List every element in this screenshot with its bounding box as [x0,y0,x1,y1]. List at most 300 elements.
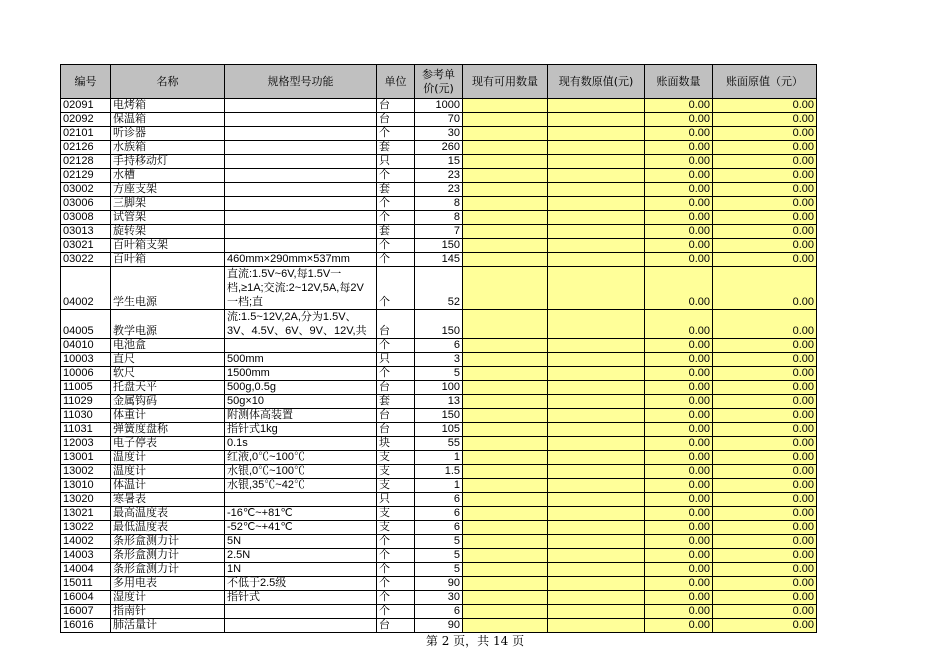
table-row [61,127,817,141]
cell-original-value[interactable] [548,253,645,267]
cell-unit: 台 [377,99,415,113]
cell-original-value[interactable] [548,113,645,127]
cell-available-qty[interactable] [463,99,548,113]
cell-price: 6 [415,507,463,521]
cell-available-qty[interactable] [463,239,548,253]
table-row [61,549,817,563]
table-row [61,479,817,493]
cell-spec [225,339,377,353]
cell-book-value: 0.00 [713,155,817,169]
cell-original-value[interactable] [548,535,645,549]
cell-book-value: 0.00 [713,225,817,239]
cell-spec: 指针式 [225,591,377,605]
cell-unit: 个 [377,253,415,267]
cell-available-qty[interactable] [463,563,548,577]
cell-original-value[interactable] [548,479,645,493]
cell-available-qty[interactable] [463,353,548,367]
cell-original-value[interactable] [548,339,645,353]
table-row [61,211,817,225]
table-row [61,423,817,437]
cell-original-value[interactable] [548,577,645,591]
cell-book-qty: 0.00 [645,563,713,577]
cell-name: 百叶箱 [111,253,225,267]
cell-price: 260 [415,141,463,155]
cell-unit: 台 [377,310,415,339]
cell-name: 温度计 [111,465,225,479]
cell-price: 8 [415,211,463,225]
cell-price: 3 [415,353,463,367]
cell-book-value: 0.00 [713,353,817,367]
cell-spec: 附测体高装置 [225,409,377,423]
cell-code: 13021 [61,507,111,521]
cell-name: 金属钩码 [111,395,225,409]
cell-spec [225,605,377,619]
cell-spec [225,169,377,183]
cell-price: 23 [415,183,463,197]
cell-original-value[interactable] [548,169,645,183]
cell-spec [225,619,377,633]
cell-code: 03022 [61,253,111,267]
cell-book-value: 0.00 [713,211,817,225]
cell-name: 电子停表 [111,437,225,451]
cell-code: 16016 [61,619,111,633]
table-row [61,141,817,155]
cell-original-value[interactable] [548,563,645,577]
cell-code: 11030 [61,409,111,423]
cell-unit: 个 [377,169,415,183]
cell-unit: 支 [377,521,415,535]
cell-unit: 个 [377,549,415,563]
cell-original-value[interactable] [548,465,645,479]
cell-spec: 5N [225,535,377,549]
cell-price: 70 [415,113,463,127]
cell-unit: 台 [377,113,415,127]
cell-available-qty[interactable] [463,535,548,549]
cell-book-value: 0.00 [713,409,817,423]
table-row [61,353,817,367]
cell-original-value[interactable] [548,549,645,563]
cell-unit: 台 [377,619,415,633]
table-row [61,339,817,353]
cell-book-value: 0.00 [713,563,817,577]
cell-name: 最高温度表 [111,507,225,521]
cell-original-value[interactable] [548,310,645,339]
cell-original-value[interactable] [548,99,645,113]
cell-original-value[interactable] [548,155,645,169]
cell-book-qty: 0.00 [645,211,713,225]
cell-original-value[interactable] [548,141,645,155]
cell-code: 11005 [61,381,111,395]
table-row [61,591,817,605]
cell-spec: 直流:1.5V~6V,每1.5V一档,≥1A;交流:2~12V,5A,每2V一档;直 [225,267,377,310]
cell-price: 150 [415,239,463,253]
cell-code: 12003 [61,437,111,451]
cell-book-qty: 0.00 [645,267,713,310]
cell-code: 16004 [61,591,111,605]
cell-book-qty: 0.00 [645,577,713,591]
table-row [61,367,817,381]
cell-price: 52 [415,267,463,310]
cell-original-value[interactable] [548,183,645,197]
cell-unit: 块 [377,437,415,451]
cell-book-value: 0.00 [713,451,817,465]
cell-price: 15 [415,155,463,169]
cell-book-value: 0.00 [713,465,817,479]
header-row [61,65,817,99]
cell-price: 5 [415,563,463,577]
cell-available-qty[interactable] [463,169,548,183]
cell-price: 8 [415,197,463,211]
cell-available-qty[interactable] [463,521,548,535]
cell-book-value: 0.00 [713,423,817,437]
cell-original-value[interactable] [548,127,645,141]
table-row [61,451,817,465]
cell-unit: 只 [377,155,415,169]
cell-available-qty[interactable] [463,549,548,563]
cell-available-qty[interactable] [463,183,548,197]
cell-book-qty: 0.00 [645,310,713,339]
cell-book-value: 0.00 [713,141,817,155]
cell-unit: 台 [377,409,415,423]
cell-available-qty[interactable] [463,605,548,619]
cell-available-qty[interactable] [463,423,548,437]
cell-spec [225,99,377,113]
cell-price: 6 [415,339,463,353]
cell-original-value[interactable] [548,437,645,451]
cell-book-qty: 0.00 [645,479,713,493]
cell-original-value[interactable] [548,507,645,521]
cell-unit: 支 [377,465,415,479]
cell-price: 23 [415,169,463,183]
cell-book-value: 0.00 [713,479,817,493]
cell-original-value[interactable] [548,409,645,423]
cell-spec [225,239,377,253]
cell-spec: 水银,35℃~42℃ [225,479,377,493]
cell-original-value[interactable] [548,493,645,507]
table-row [61,225,817,239]
cell-name: 温度计 [111,451,225,465]
cell-available-qty[interactable] [463,267,548,310]
table-row [61,239,817,253]
cell-book-qty: 0.00 [645,451,713,465]
cell-unit: 支 [377,479,415,493]
cell-available-qty[interactable] [463,451,548,465]
cell-available-qty[interactable] [463,507,548,521]
cell-original-value[interactable] [548,197,645,211]
cell-code: 02129 [61,169,111,183]
cell-original-value[interactable] [548,619,645,633]
header-code: 编号 [61,65,111,99]
cell-unit: 支 [377,507,415,521]
cell-code: 02126 [61,141,111,155]
header-price: 参考单价(元) [415,65,463,99]
cell-book-value: 0.00 [713,591,817,605]
cell-original-value[interactable] [548,395,645,409]
header-spec: 规格型号功能 [225,65,377,99]
cell-code: 03002 [61,183,111,197]
header-original-value: 现有数原值(元) [548,65,645,99]
cell-book-value: 0.00 [713,521,817,535]
cell-spec: 水银,0℃~100℃ [225,465,377,479]
table-row [61,395,817,409]
cell-name: 学生电源 [111,267,225,310]
cell-book-qty: 0.00 [645,605,713,619]
cell-book-qty: 0.00 [645,353,713,367]
cell-book-qty: 0.00 [645,409,713,423]
cell-spec [225,493,377,507]
cell-name: 保温箱 [111,113,225,127]
cell-available-qty[interactable] [463,409,548,423]
cell-code: 03013 [61,225,111,239]
table-row [61,183,817,197]
table-row [61,493,817,507]
cell-book-value: 0.00 [713,253,817,267]
cell-name: 方座支架 [111,183,225,197]
cell-price: 1000 [415,99,463,113]
cell-available-qty[interactable] [463,141,548,155]
table-row [61,507,817,521]
cell-book-value: 0.00 [713,267,817,310]
cell-available-qty[interactable] [463,619,548,633]
cell-available-qty[interactable] [463,395,548,409]
header-book-qty: 账面数量 [645,65,713,99]
cell-spec [225,127,377,141]
cell-unit: 个 [377,563,415,577]
cell-price: 90 [415,619,463,633]
cell-code: 03006 [61,197,111,211]
cell-available-qty[interactable] [463,113,548,127]
cell-book-value: 0.00 [713,169,817,183]
cell-book-value: 0.00 [713,310,817,339]
cell-book-qty: 0.00 [645,381,713,395]
cell-book-value: 0.00 [713,127,817,141]
table-row [61,535,817,549]
cell-name: 条形盒测力计 [111,563,225,577]
cell-unit: 个 [377,367,415,381]
cell-code: 10006 [61,367,111,381]
table-row [61,267,817,310]
cell-name: 条形盒测力计 [111,535,225,549]
cell-original-value[interactable] [548,239,645,253]
cell-name: 软尺 [111,367,225,381]
cell-spec: 指针式1kg [225,423,377,437]
cell-spec: 0.1s [225,437,377,451]
cell-price: 105 [415,423,463,437]
cell-book-value: 0.00 [713,367,817,381]
cell-available-qty[interactable] [463,437,548,451]
cell-code: 15011 [61,577,111,591]
table-row [61,197,817,211]
cell-code: 11031 [61,423,111,437]
table-row [61,169,817,183]
table-row [61,577,817,591]
cell-unit: 个 [377,535,415,549]
cell-price: 6 [415,521,463,535]
cell-price: 145 [415,253,463,267]
cell-spec: 460mm×290mm×537mm [225,253,377,267]
cell-spec: -16℃~+81℃ [225,507,377,521]
cell-available-qty[interactable] [463,493,548,507]
cell-available-qty[interactable] [463,339,548,353]
cell-unit: 个 [377,605,415,619]
cell-available-qty[interactable] [463,367,548,381]
cell-original-value[interactable] [548,423,645,437]
cell-available-qty[interactable] [463,127,548,141]
cell-book-value: 0.00 [713,395,817,409]
cell-original-value[interactable] [548,451,645,465]
cell-spec [225,141,377,155]
cell-name: 肺活量计 [111,619,225,633]
cell-book-qty: 0.00 [645,493,713,507]
cell-book-qty: 0.00 [645,367,713,381]
cell-code: 13022 [61,521,111,535]
cell-available-qty[interactable] [463,253,548,267]
cell-book-qty: 0.00 [645,507,713,521]
cell-price: 7 [415,225,463,239]
cell-book-qty: 0.00 [645,155,713,169]
table-row [61,521,817,535]
header-book-value: 账面原值（元） [713,65,817,99]
cell-unit: 支 [377,451,415,465]
cell-unit: 套 [377,395,415,409]
cell-original-value[interactable] [548,367,645,381]
cell-book-value: 0.00 [713,507,817,521]
cell-unit: 个 [377,577,415,591]
cell-code: 13020 [61,493,111,507]
cell-name: 三脚架 [111,197,225,211]
cell-price: 100 [415,381,463,395]
cell-name: 体温计 [111,479,225,493]
cell-book-value: 0.00 [713,605,817,619]
cell-unit: 个 [377,339,415,353]
cell-code: 13002 [61,465,111,479]
cell-code: 04002 [61,267,111,310]
cell-price: 150 [415,310,463,339]
cell-code: 14004 [61,563,111,577]
cell-name: 托盘天平 [111,381,225,395]
cell-code: 03008 [61,211,111,225]
cell-unit: 个 [377,127,415,141]
cell-spec: -52℃~+41℃ [225,521,377,535]
cell-book-qty: 0.00 [645,225,713,239]
cell-original-value[interactable] [548,605,645,619]
cell-unit: 套 [377,141,415,155]
cell-original-value[interactable] [548,521,645,535]
cell-name: 最低温度表 [111,521,225,535]
cell-original-value[interactable] [548,353,645,367]
page-footer: 第 2 页，共 14 页 [425,634,525,648]
cell-available-qty[interactable] [463,211,548,225]
cell-code: 10003 [61,353,111,367]
cell-name: 教学电源 [111,310,225,339]
table-row [61,381,817,395]
cell-original-value[interactable] [548,381,645,395]
cell-code: 02128 [61,155,111,169]
cell-available-qty[interactable] [463,577,548,591]
cell-spec: 1N [225,563,377,577]
cell-available-qty[interactable] [463,591,548,605]
cell-name: 寒暑表 [111,493,225,507]
cell-name: 水族箱 [111,141,225,155]
table-row [61,155,817,169]
cell-book-value: 0.00 [713,381,817,395]
cell-original-value[interactable] [548,591,645,605]
cell-spec [225,211,377,225]
cell-available-qty[interactable] [463,479,548,493]
cell-book-value: 0.00 [713,183,817,197]
cell-code: 04005 [61,310,111,339]
cell-price: 1 [415,479,463,493]
cell-name: 水槽 [111,169,225,183]
cell-book-value: 0.00 [713,619,817,633]
cell-original-value[interactable] [548,225,645,239]
cell-available-qty[interactable] [463,465,548,479]
cell-book-value: 0.00 [713,437,817,451]
cell-book-value: 0.00 [713,99,817,113]
cell-unit: 个 [377,267,415,310]
cell-spec: 红液,0℃~100℃ [225,451,377,465]
cell-book-qty: 0.00 [645,127,713,141]
cell-code: 11029 [61,395,111,409]
cell-spec: 500mm [225,353,377,367]
cell-code: 13001 [61,451,111,465]
table-row [61,253,817,267]
cell-book-qty: 0.00 [645,549,713,563]
cell-available-qty[interactable] [463,310,548,339]
cell-name: 电池盒 [111,339,225,353]
cell-name: 试管架 [111,211,225,225]
cell-book-qty: 0.00 [645,99,713,113]
cell-price: 5 [415,549,463,563]
cell-book-value: 0.00 [713,577,817,591]
cell-unit: 套 [377,183,415,197]
cell-book-qty: 0.00 [645,339,713,353]
cell-spec: 1500mm [225,367,377,381]
table-row [61,310,817,339]
table-row [61,113,817,127]
cell-book-qty: 0.00 [645,197,713,211]
cell-book-value: 0.00 [713,339,817,353]
cell-price: 6 [415,493,463,507]
cell-available-qty[interactable] [463,225,548,239]
cell-unit: 个 [377,211,415,225]
cell-available-qty[interactable] [463,197,548,211]
cell-name: 听诊器 [111,127,225,141]
cell-available-qty[interactable] [463,381,548,395]
cell-name: 体重计 [111,409,225,423]
cell-original-value[interactable] [548,211,645,225]
cell-spec [225,197,377,211]
table-body [61,99,817,633]
cell-code: 14003 [61,549,111,563]
table-row [61,619,817,633]
cell-original-value[interactable] [548,267,645,310]
cell-code: 04010 [61,339,111,353]
cell-book-qty: 0.00 [645,113,713,127]
cell-available-qty[interactable] [463,155,548,169]
cell-code: 16007 [61,605,111,619]
cell-book-qty: 0.00 [645,141,713,155]
cell-name: 直尺 [111,353,225,367]
cell-spec [225,155,377,169]
cell-price: 1 [415,451,463,465]
cell-price: 5 [415,535,463,549]
cell-book-qty: 0.00 [645,465,713,479]
table-row [61,99,817,113]
cell-name: 指南针 [111,605,225,619]
cell-spec [225,225,377,239]
cell-book-qty: 0.00 [645,183,713,197]
